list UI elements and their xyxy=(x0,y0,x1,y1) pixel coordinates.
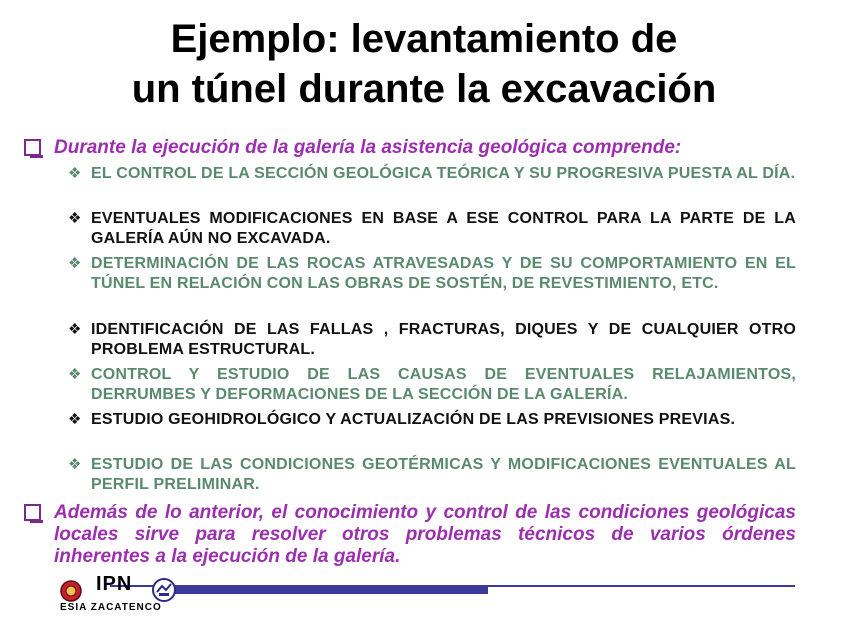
list-item xyxy=(68,254,796,294)
list-item xyxy=(68,365,796,405)
list-item-text: IDENTIFICACIÓN DE LAS FALLAS , FRACTURAS, DIQUES Y DE CUALQUIER OTRO PROBLEMA ESTRUCTURAL. xyxy=(91,321,796,358)
list-item-text: EVENTUALES MODIFICACIONES EN BASE A ESE CONTROL PARA LA PARTE DE LA GALERÍA AÚN NO EXCAVADA. xyxy=(91,210,796,247)
list-item xyxy=(68,410,796,430)
intro-text: Durante la ejecución de la galería la asistencia geológica comprende: xyxy=(54,137,682,158)
diamond-bullet-icon: ❖ xyxy=(68,210,82,227)
diamond-bullet-icon: ❖ xyxy=(68,165,82,182)
school-name: ESIA ZACATENCO xyxy=(60,602,162,613)
list-item xyxy=(68,320,796,360)
slide-title-line-2: un túnel durante la excavación xyxy=(131,67,717,111)
diamond-bullet-icon: ❖ xyxy=(68,411,82,428)
diamond-bullet-icon: ❖ xyxy=(68,321,82,338)
list-item-text: EL CONTROL DE LA SECCIÓN GEOLÓGICA TEÓRICA Y SU PROGRESIVA PUESTA AL DÍA. xyxy=(91,165,796,182)
list-item-text: ESTUDIO DE LAS CONDICIONES GEOTÉRMICAS Y MODIFICACIONES EVENTUALES AL PERFIL PRELIMINAR. xyxy=(91,456,796,493)
footer-bar xyxy=(170,586,488,594)
ipn-seal-icon xyxy=(60,580,82,602)
list-item xyxy=(68,164,796,184)
slide-title xyxy=(0,14,848,114)
list-item xyxy=(68,455,796,495)
diamond-bullet-icon: ❖ xyxy=(68,456,82,473)
diamond-bullet-icon: ❖ xyxy=(68,255,82,272)
conclusion-text: Además de lo anterior, el conocimiento y control de las condiciones geológicas locales sirve para resolver otros problemas técnicos de varios órdenes inherentes a la ejecución de la galería. xyxy=(54,502,796,567)
list-item-text: ESTUDIO GEOHIDROLÓGICO Y ACTUALIZACIÓN DE LAS PREVISIONES PREVIAS. xyxy=(91,411,736,428)
checkbox-bullet-icon xyxy=(24,139,41,156)
intro-bullet xyxy=(24,137,796,159)
conclusion-bullet xyxy=(24,502,796,568)
list-item-text: DETERMINACIÓN DE LAS ROCAS ATRAVESADAS Y DE SU COMPORTAMIENTO EN EL TÚNEL EN RELACIÓN CON LAS OBRAS DE SOSTÉN, DE REVESTIMIENTO, ETC. xyxy=(91,255,796,292)
list-item xyxy=(68,209,796,249)
ipn-logo-text: IPN xyxy=(96,573,133,595)
checkbox-bullet-icon xyxy=(24,504,41,521)
diamond-bullet-icon: ❖ xyxy=(68,366,82,383)
esia-seal-icon xyxy=(152,578,176,602)
list-item-text: CONTROL Y ESTUDIO DE LAS CAUSAS DE EVENTUALES RELAJAMIENTOS, DERRUMBES Y DEFORMACIONES DE LA SECCIÓN DE LA GALERÍA. xyxy=(91,366,796,403)
slide-title-line-1: Ejemplo: levantamiento de xyxy=(170,17,678,61)
